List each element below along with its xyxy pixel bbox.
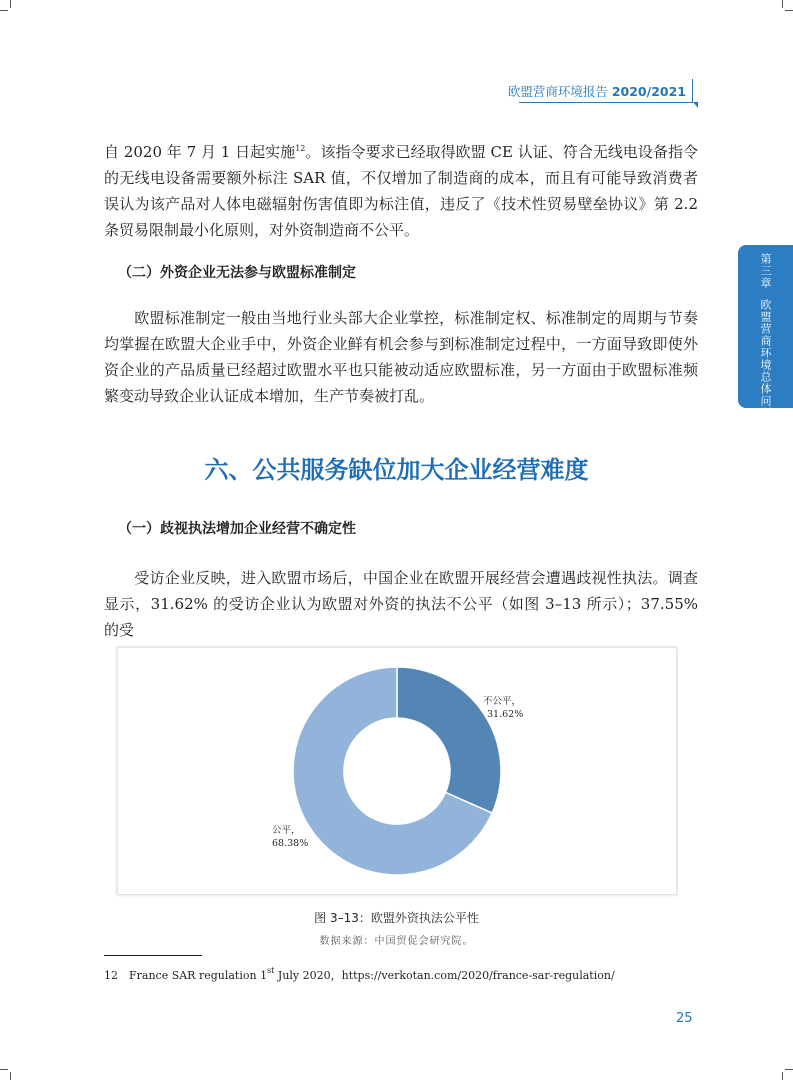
crop-mark	[785, 1069, 793, 1070]
crop-mark	[782, 0, 783, 8]
footnote-text-a: France SAR regulation 1	[129, 969, 268, 982]
paragraph-2	[104, 305, 698, 409]
paragraph-3-text: 受访企业反映，进入欧盟市场后，中国企业在欧盟开展经营会遭遇歧视性执法。调查显示，31.62% 的受访企业认为欧盟对外资的执法不公平（如图 3–13 所示）；37.55% 的受	[104, 569, 698, 639]
crop-mark	[0, 10, 8, 11]
header-year: 2020/2021	[611, 84, 686, 99]
paragraph-3	[104, 565, 698, 643]
crop-mark	[0, 1069, 8, 1070]
donut-slice-0	[397, 667, 501, 813]
figure-caption: 图 3–13：欧盟外资执法公平性	[314, 911, 479, 925]
footnote-divider	[104, 955, 202, 956]
chapter-side-tab	[738, 245, 793, 419]
header-title: 欧盟营商环境报告	[507, 84, 608, 99]
subsection-heading-1: （一）歧视执法增加企业经营不确定性	[118, 521, 356, 537]
crop-mark	[782, 1072, 783, 1080]
section-heading: 六、公共服务缺位加大企业经营难度	[204, 456, 589, 484]
donut-chart	[118, 648, 676, 894]
subsection-heading-2: （二）外资企业无法参与欧盟标准制定	[118, 265, 356, 281]
crop-mark	[10, 1072, 11, 1080]
figure-source: 数据来源：中国贸促会研究院。	[319, 936, 474, 947]
footnote	[104, 966, 615, 983]
chart-container	[117, 647, 677, 895]
side-tab-chapter: 第三章	[759, 253, 772, 289]
crop-mark	[785, 10, 793, 11]
paragraph-1	[104, 136, 698, 243]
header-corner-mark	[693, 102, 698, 108]
running-header-text	[508, 82, 686, 100]
slice-label-1: 公平， 68.38%	[272, 825, 309, 849]
paragraph-2-text: 欧盟标准制定一般由当地行业头部大企业掌控，标准制定权、标准制定的周期与节奏均掌握在欧盟大企业手中，外资企业鲜有机会参与到标准制定过程中，一方面导致即使外资企业的产品质量已经超过欧盟水平也只能被动适应欧盟标准，另一方面由于欧盟标准频繁变动导致企业认证成本增加，生产节奏被打乱。	[104, 309, 698, 405]
running-header	[507, 79, 693, 103]
paragraph-1-text-a: 自 2020 年 7 月 1 日起实施	[104, 143, 296, 161]
footnote-number: 12	[104, 969, 118, 982]
footnote-sup: st	[267, 966, 275, 975]
footnote-ref[interactable]: 12	[295, 144, 306, 153]
chapter-side-tab-text	[755, 253, 773, 419]
slice-label-0: 不公平， 31.62%	[483, 696, 524, 720]
side-tab-title: 欧盟营商环境总体问题	[759, 299, 772, 419]
paragraph-1-text-b: 。该指令要求已经取得欧盟 CE 认证、符合无线电设备指令的无线电设备需要额外标注 SAR 值，不仅增加了制造商的成本，而且有可能导致消费者误认为该产品对人体电磁辐射伤害值即为标注值，违反了《技术性贸易壁垒协议》第 2.2 条贸易限制最小化原则，对外资制造商不公平。	[104, 143, 699, 239]
crop-mark	[10, 0, 11, 8]
page-number: 25	[676, 1011, 693, 1026]
footnote-text-b[interactable]: July 2020，https://verkotan.com/2020/france-sar-regulation/	[274, 969, 615, 982]
